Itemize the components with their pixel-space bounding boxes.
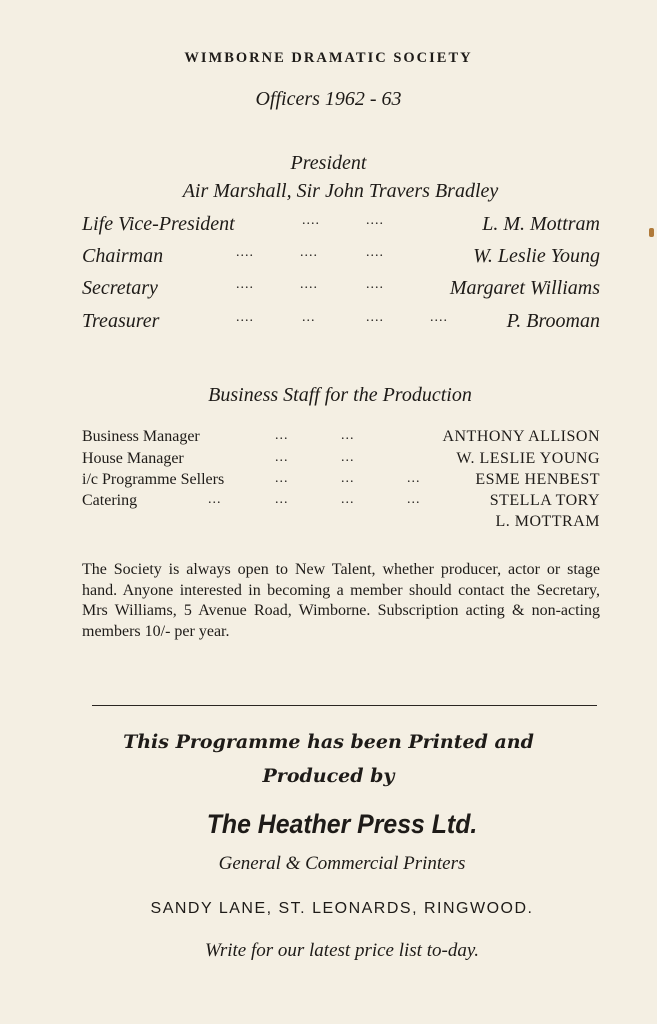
- staff-row: [82, 471, 600, 493]
- printer-credit-line1: This Programme has been Printed and: [123, 731, 534, 753]
- leader-dots: ...: [407, 471, 421, 486]
- leader-dots: ...: [341, 428, 355, 443]
- president-label: President: [290, 152, 367, 174]
- president-name: Air Marshall, Sir John Travers Bradley: [182, 180, 499, 202]
- leader-dots: ....: [430, 310, 448, 325]
- leader-dots: ....: [366, 310, 384, 325]
- leader-dots: ...: [275, 492, 289, 507]
- society-heading: WIMBORNE DRAMATIC SOCIETY: [184, 50, 473, 66]
- officer-name: P. Brooman: [506, 310, 600, 332]
- leader-dots: ....: [366, 277, 384, 292]
- leader-dots: ...: [208, 492, 222, 507]
- leader-dots: ...: [275, 450, 289, 465]
- leader-dots: ....: [236, 310, 254, 325]
- staff-name: ANTHONY ALLISON: [442, 428, 600, 445]
- officer-row: [82, 213, 600, 241]
- officers-title: Officers 1962 - 63: [255, 88, 402, 110]
- leader-dots: ....: [302, 213, 320, 228]
- officer-role: Chairman: [82, 245, 164, 267]
- leader-dots: ....: [236, 277, 254, 292]
- printer-subtitle: General & Commercial Printers: [218, 853, 466, 874]
- leader-dots: ....: [236, 245, 254, 260]
- price-list-note: Write for our latest price list to-day.: [205, 940, 479, 961]
- printer-address: SANDY LANE, ST. LEONARDS, RINGWOOD.: [150, 900, 534, 917]
- membership-notice: The Society is always open to New Talent, whether producer, actor or stage hand. Anyone interested in becoming a member should contact the Secretary, Mrs Williams, 5 Avenue Road, Wimborne. Subscription acting & non-acting members 10/- per year.: [82, 561, 600, 640]
- leader-dots: ....: [300, 245, 318, 260]
- leader-dots: ...: [275, 471, 289, 486]
- staff-role: i/c Programme Sellers: [82, 471, 225, 488]
- officer-role: Secretary: [82, 277, 158, 299]
- staff-row: [82, 450, 600, 472]
- officer-role: Life Vice-President: [82, 213, 235, 235]
- staff-name: W. LESLIE YOUNG: [456, 450, 600, 467]
- leader-dots: ....: [366, 213, 384, 228]
- leader-dots: ....: [300, 277, 318, 292]
- leader-dots: ...: [302, 310, 316, 325]
- divider: [92, 705, 597, 706]
- printer-name: The Heather Press Ltd.: [206, 809, 478, 839]
- staff-name-secondary: L. MOTTRAM: [495, 513, 600, 530]
- leader-dots: ....: [366, 245, 384, 260]
- staff-role: Business Manager: [82, 428, 200, 445]
- officer-row: [82, 310, 600, 338]
- officer-name: Margaret Williams: [449, 277, 600, 299]
- leader-dots: ...: [341, 471, 355, 486]
- printer-credit-line2: Produced by: [262, 765, 395, 787]
- staff-title: Business Staff for the Production: [208, 384, 472, 406]
- paper-blemish: [649, 228, 654, 237]
- officer-name: W. Leslie Young: [473, 245, 600, 267]
- staff-role: House Manager: [82, 450, 184, 467]
- officer-row: [82, 245, 600, 273]
- leader-dots: ...: [275, 428, 289, 443]
- leader-dots: ...: [341, 450, 355, 465]
- staff-name: ESME HENBEST: [475, 471, 600, 488]
- staff-row: [82, 492, 600, 530]
- leader-dots: ...: [341, 492, 355, 507]
- staff-name: STELLA TORY: [489, 492, 600, 509]
- staff-row: [82, 428, 600, 450]
- leader-dots: ...: [407, 492, 421, 507]
- staff-role: Catering: [82, 492, 138, 509]
- officer-row: [82, 277, 600, 305]
- officer-role: Treasurer: [82, 310, 160, 332]
- officer-name: L. M. Mottram: [482, 213, 600, 235]
